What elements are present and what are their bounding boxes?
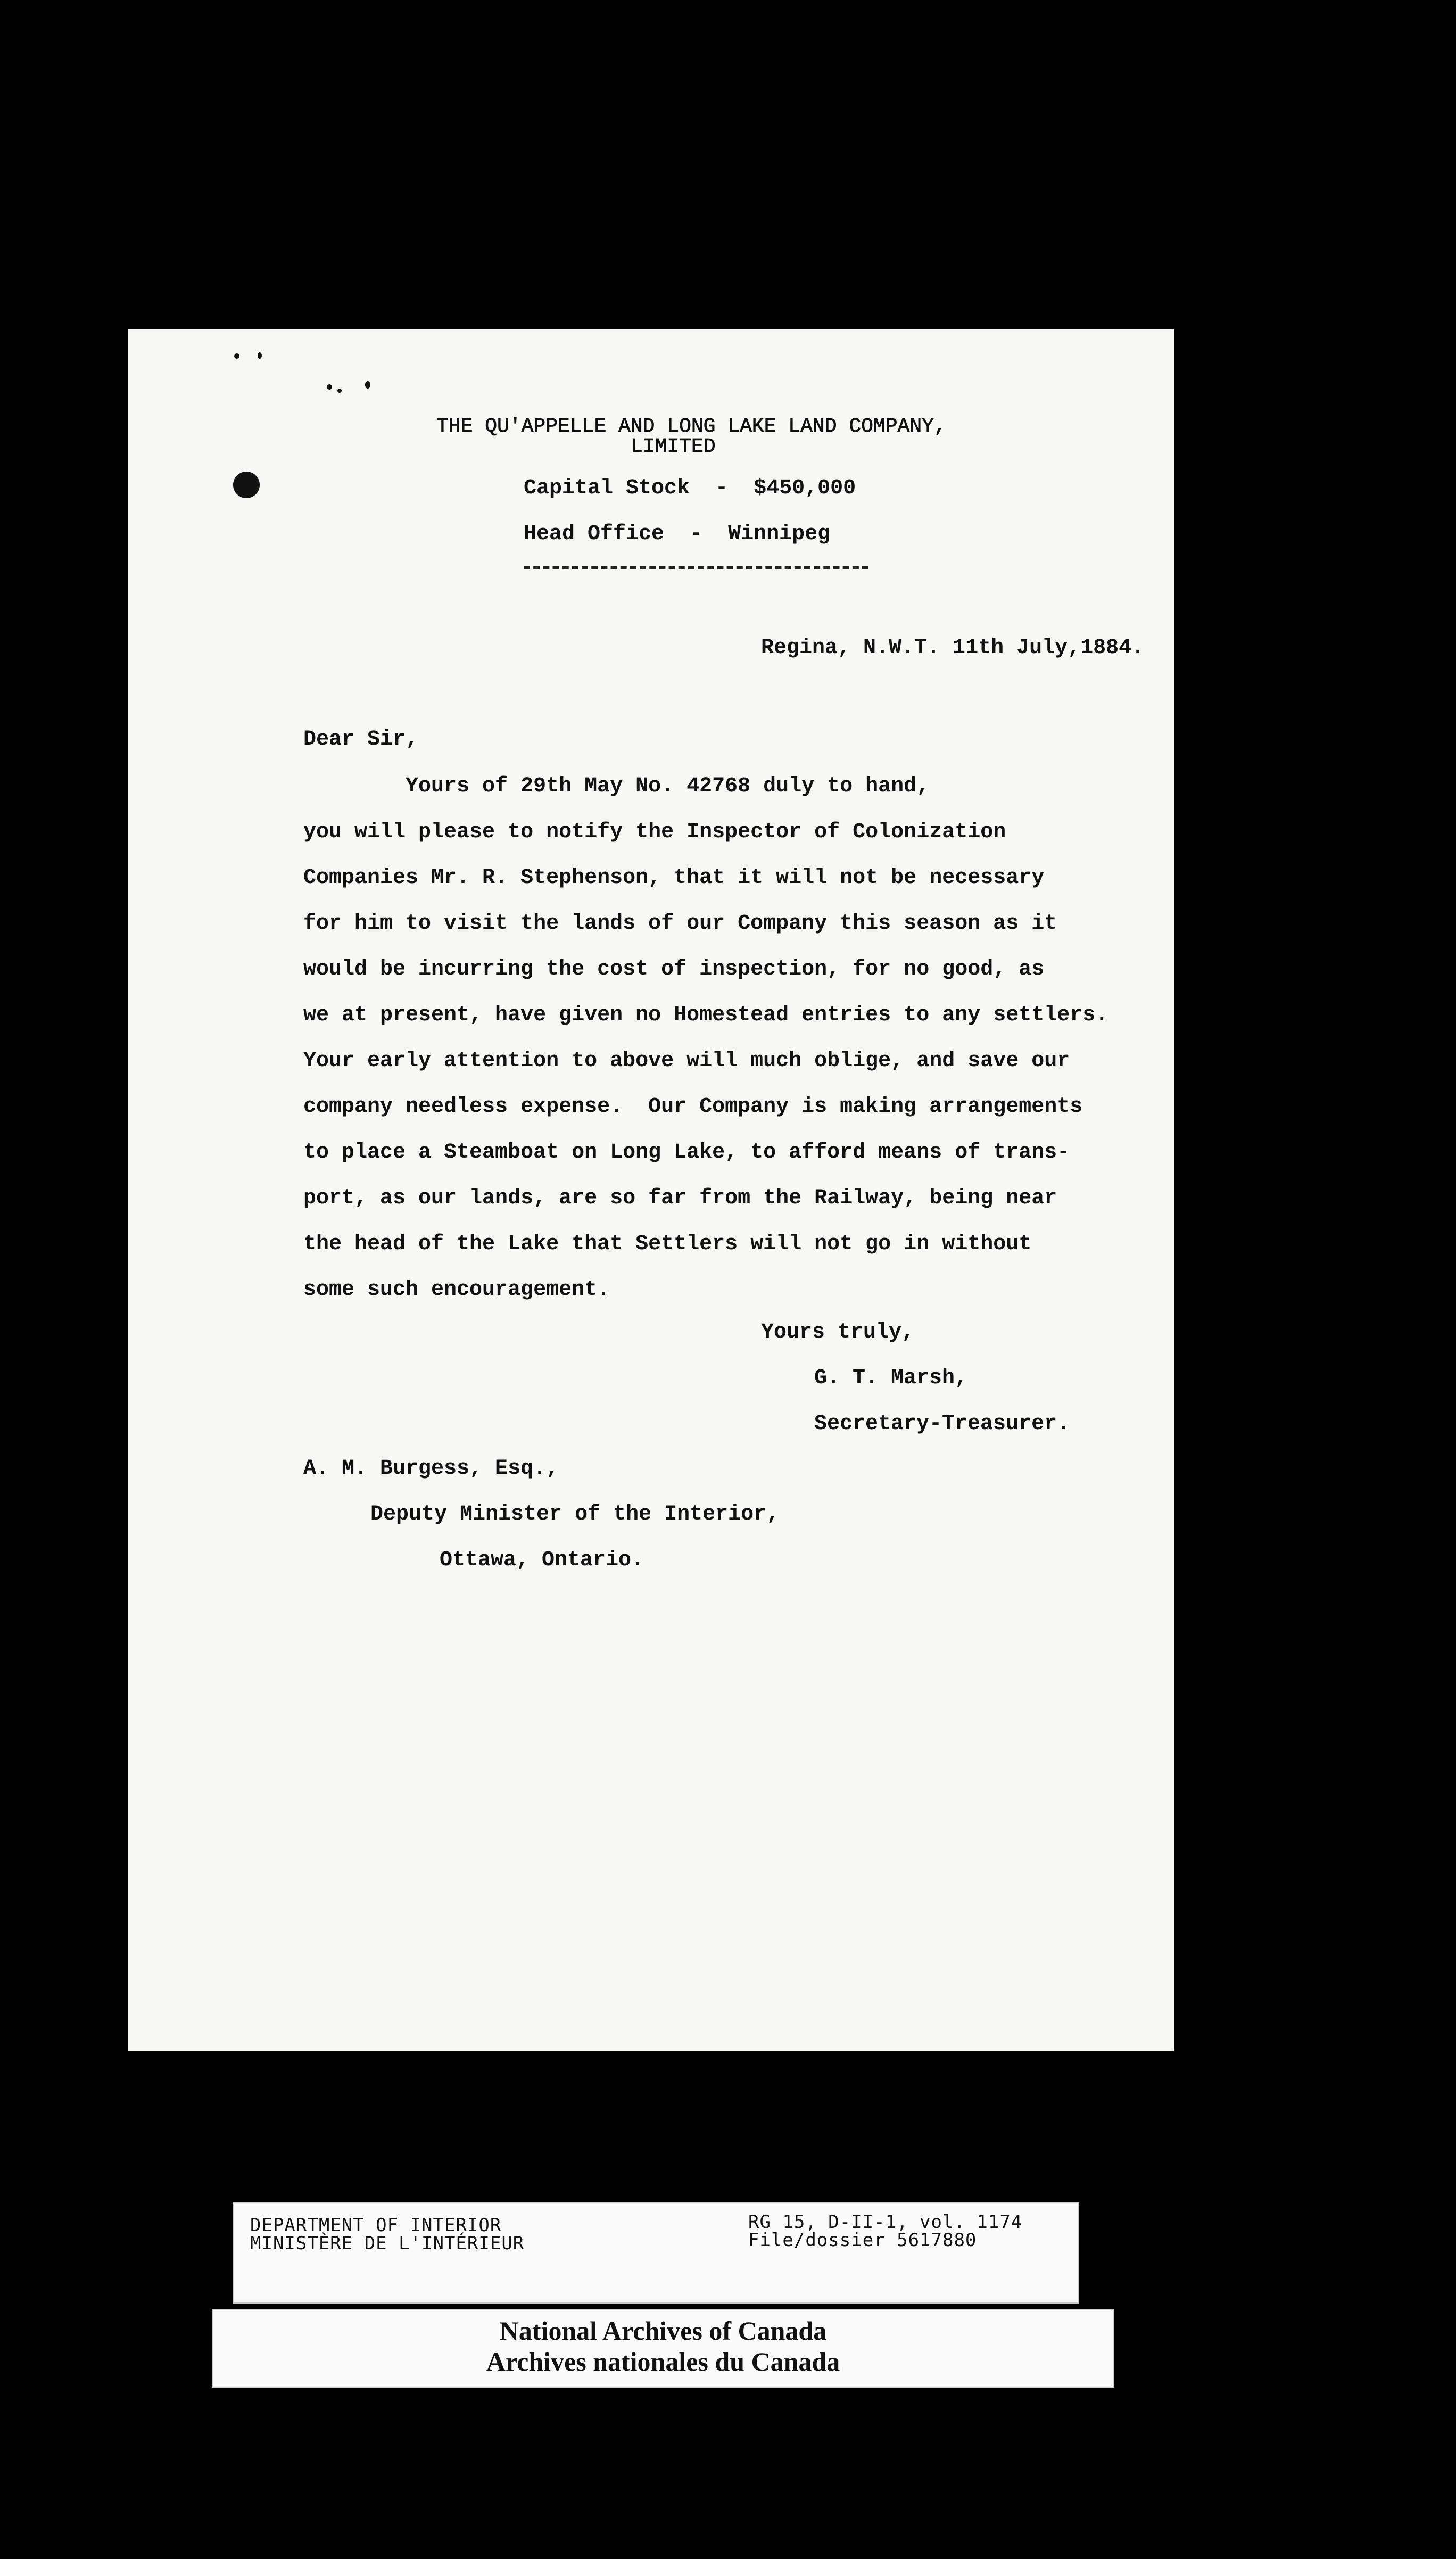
letterhead-capital-stock: Capital Stock - $450,000 [524, 476, 856, 500]
body-line: some such encouragement. [303, 1278, 610, 1302]
letterhead-head-office: Head Office - Winnipeg [524, 522, 831, 546]
archive-label-fr: Archives nationales du Canada [486, 2347, 840, 2376]
stamp-dept-en: DEPARTMENT OF INTERIOR [250, 2215, 502, 2236]
addressee-title: Deputy Minister of the Interior, [370, 1503, 780, 1526]
body-line: for him to visit the lands of our Company this season as it [303, 912, 1057, 936]
salutation: Dear Sir, [303, 728, 419, 752]
body-line: to place a Steamboat on Long Lake, to afford means of trans- [303, 1141, 1070, 1165]
body-line: the head of the Lake that Settlers will not go in without [303, 1232, 1032, 1256]
body-line: we at present, have given no Homestead entries to any settlers. [303, 1003, 1108, 1027]
signature-name: G. T. Marsh, [814, 1366, 968, 1390]
letterhead-limited: LIMITED [631, 435, 716, 458]
addressee-name: A. M. Burgess, Esq., [303, 1457, 559, 1481]
dateline: Regina, N.W.T. 11th July,1884. [761, 636, 1145, 660]
body-line: Yours of 29th May No. 42768 duly to hand, [303, 774, 930, 798]
letter-page [128, 329, 1174, 2051]
body-line: would be incurring the cost of inspection, for no good, as [303, 957, 1045, 981]
ink-speck [337, 389, 342, 393]
letterhead-company: THE QU'APPELLE AND LONG LAKE LAND COMPANY, [436, 415, 946, 438]
closing: Yours truly, [761, 1320, 915, 1344]
signature-title: Secretary-Treasurer. [814, 1412, 1070, 1436]
body-line: Companies Mr. R. Stephenson, that it will not be necessary [303, 866, 1045, 890]
body-line: port, as our lands, are so far from the Railway, being near [303, 1186, 1057, 1210]
archive-label [212, 2309, 1114, 2388]
body-line: you will please to notify the Inspector of Colonization [303, 820, 1006, 844]
stamp-reference: RG 15, D-II-1, vol. 1174 [748, 2211, 1023, 2233]
archive-reference-stamp [233, 2202, 1079, 2304]
ink-speck [234, 353, 239, 359]
stamp-dept-fr: MINISTÈRE DE L'INTÉRIEUR [250, 2233, 525, 2254]
addressee-location: Ottawa, Ontario. [440, 1548, 644, 1572]
body-line: Your early attention to above will much oblige, and save our [303, 1049, 1070, 1073]
ink-speck [327, 384, 332, 390]
body-line: company needless expense. Our Company is making arrangements [303, 1095, 1083, 1119]
ink-speck [365, 381, 370, 389]
ink-speck [258, 352, 262, 359]
punch-hole [233, 472, 260, 498]
letterhead-rule [524, 566, 868, 569]
stamp-file: File/dossier 5617880 [748, 2230, 977, 2251]
archive-label-en: National Archives of Canada [499, 2316, 827, 2346]
